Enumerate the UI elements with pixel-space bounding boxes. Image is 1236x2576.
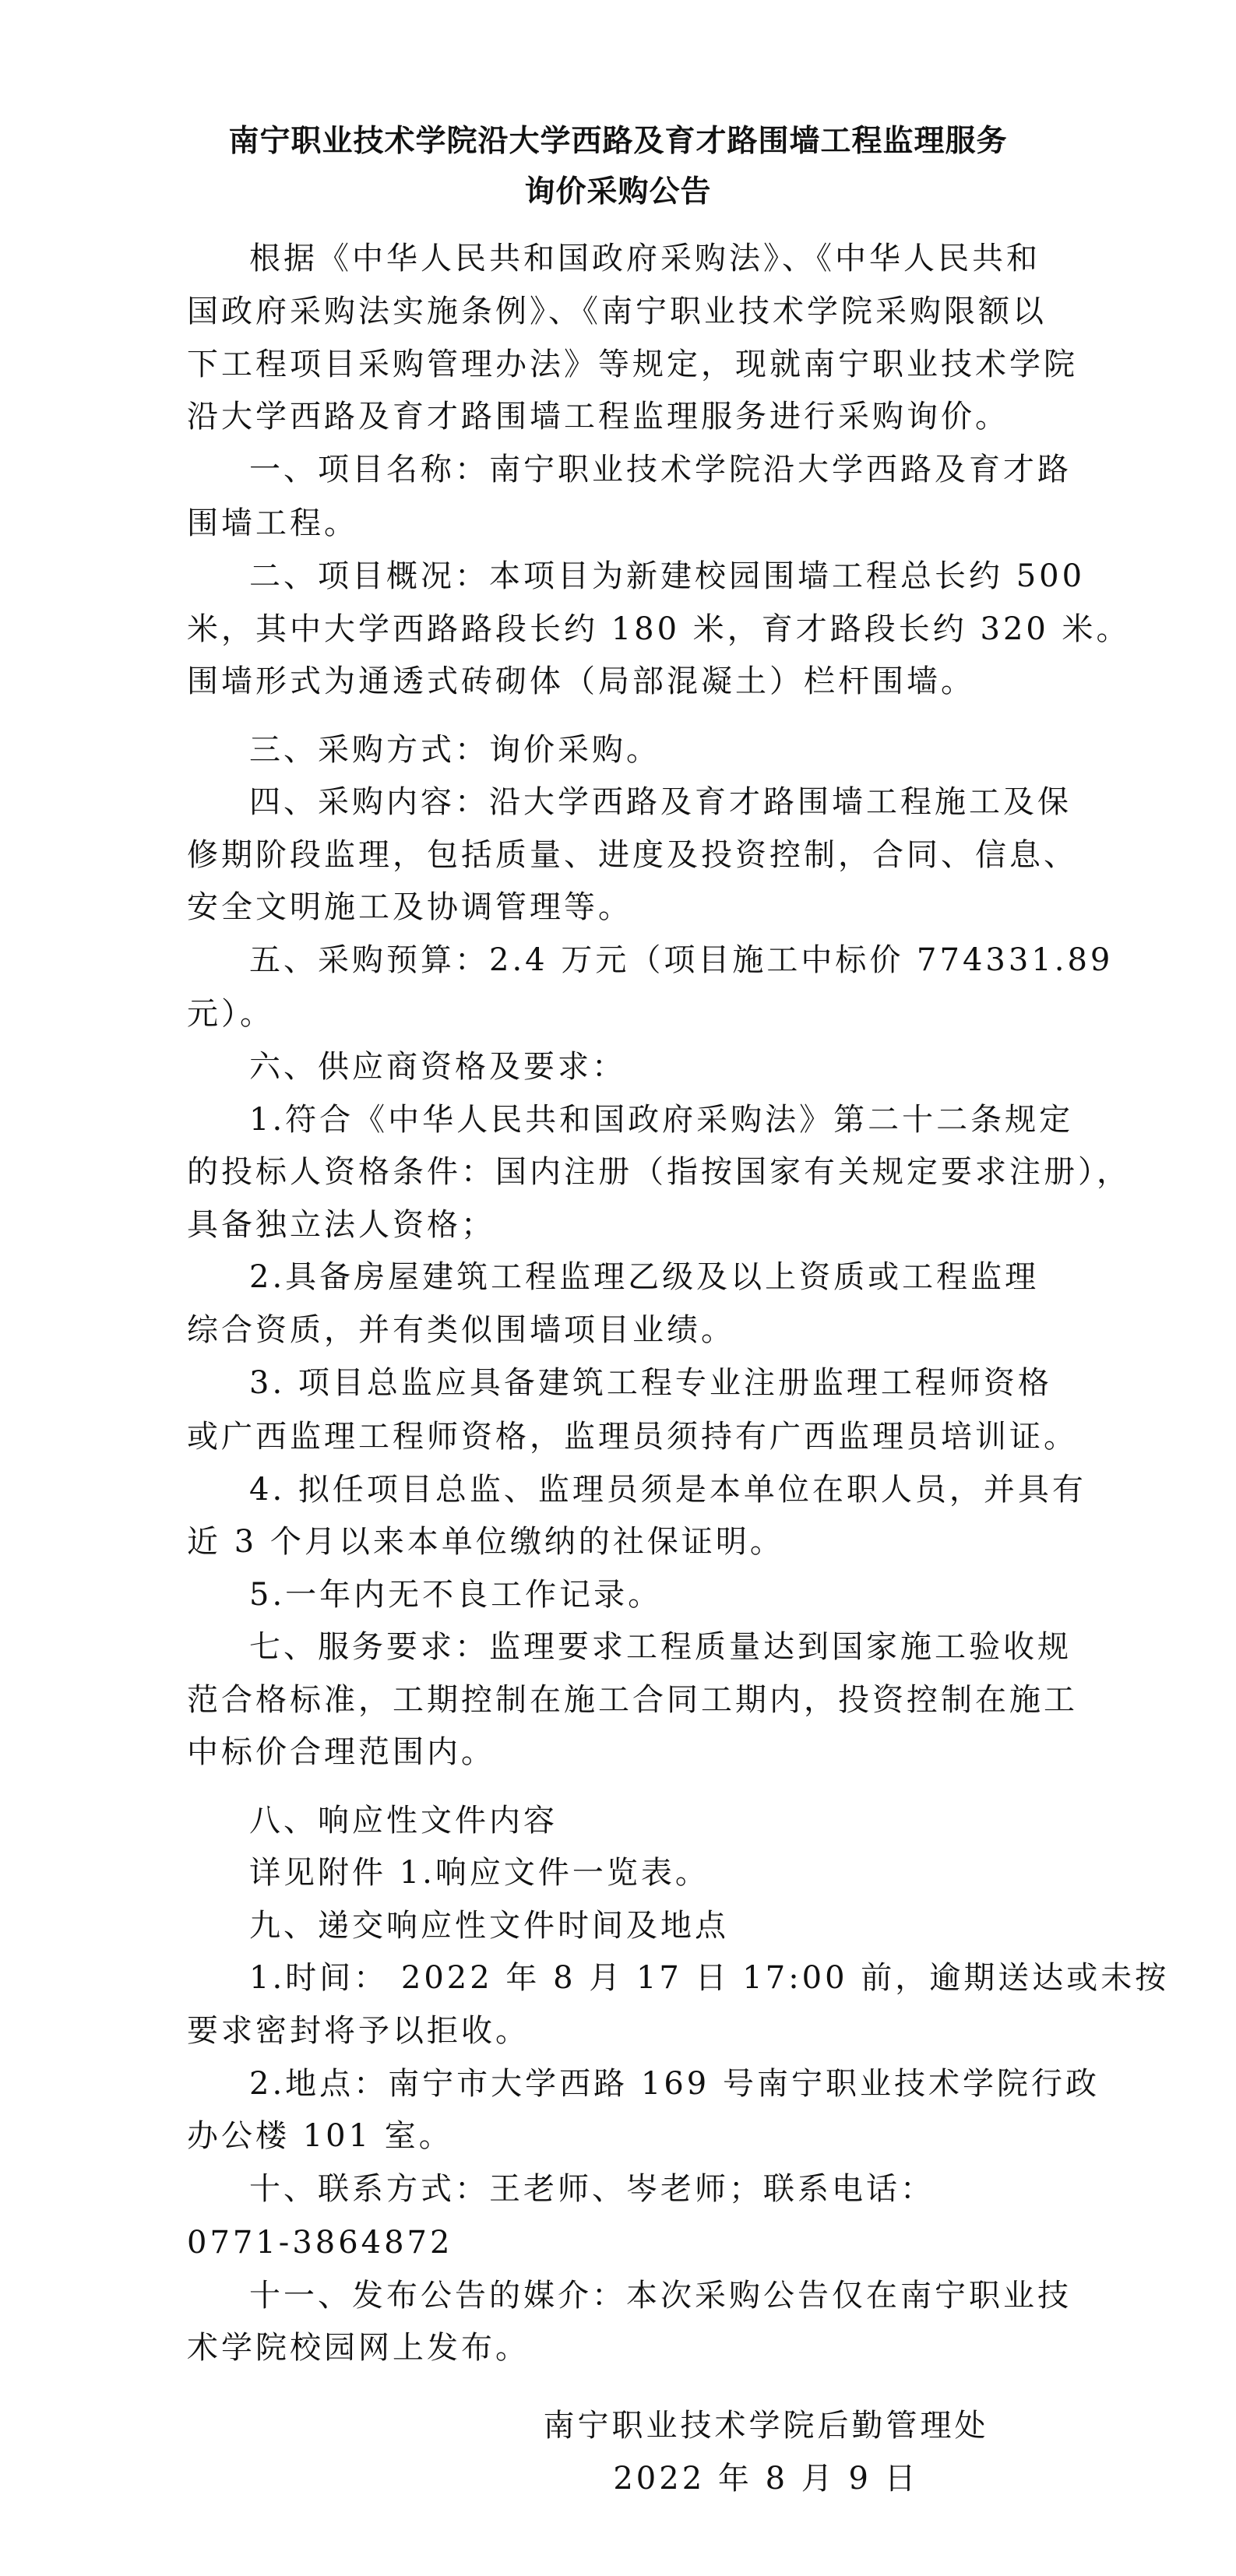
text-line: 近 3 个月以来本单位缴纳的社保证明。: [187, 1524, 784, 1560]
text-line: 2.地点：南宁市大学西路 169 号南宁职业技术学院行政: [249, 2066, 1100, 2102]
text-line: 综合资质，并有类似围墙项目业绩。: [187, 1312, 735, 1348]
section-heading: 六、供应商资格及要求：: [249, 1049, 626, 1085]
title-line-2: 询价采购公告: [524, 174, 712, 209]
text-line: 沿大学西路及育才路围墙工程监理服务进行采购询价。: [187, 399, 1009, 435]
text-line: 1.符合《中华人民共和国政府采购法》第二十二条规定: [249, 1102, 1074, 1138]
section-heading: 八、响应性文件内容: [249, 1803, 558, 1839]
text-line: 具备独立法人资格；: [187, 1207, 495, 1243]
text-line: 国政府采购法实施条例》、《南宁职业技术学院采购限额以: [187, 294, 1047, 329]
text-line: 术学院校园网上发布。: [187, 2330, 530, 2366]
text-line: 中标价合理范围内。: [187, 1734, 495, 1770]
section-heading: 九、递交响应性文件时间及地点: [249, 1908, 729, 1944]
text-line: 范合格标准，工期控制在施工合同工期内，投资控制在施工: [187, 1682, 1078, 1718]
text-line: 十、联系方式：王老师、岑老师；联系电话：: [249, 2171, 935, 2207]
text-line: 5.一年内无不良工作记录。: [249, 1577, 663, 1613]
text-line: 下工程项目采购管理办法》等规定，现就南宁职业技术学院: [187, 347, 1078, 382]
text-line: 详见附件 1.响应文件一览表。: [249, 1855, 710, 1891]
signature-org: 南宁职业技术学院后勤管理处: [543, 2408, 989, 2444]
text-line: 围墙形式为通透式砖砌体（局部混凝土）栏杆围墙。: [187, 663, 975, 699]
text-line: 米，其中大学西路路段长约 180 米，育才路段长约 320 米。: [187, 611, 1131, 647]
text-line: 1.时间： 2022 年 8 月 17 日 17:00 前，逾期送达或未按: [249, 1960, 1170, 1996]
text-line: 修期阶段监理，包括质量、进度及投资控制，合同、信息、: [187, 837, 1078, 873]
text-line: 2.具备房屋建筑工程监理乙级及以上资质或工程监理: [249, 1259, 1040, 1295]
text-line: 五、采购预算：2.4 万元（项目施工中标价 774331.89: [249, 942, 1114, 978]
text-line: 元）。: [187, 996, 274, 1032]
text-line: 围墙工程。: [187, 505, 358, 541]
title-line-1: 南宁职业技术学院沿大学西路及育才路围墙工程监理服务: [228, 124, 1008, 159]
text-line: 的投标人资格条件：国内注册（指按国家有关规定要求注册），: [187, 1154, 1131, 1190]
text-line: 安全文明施工及协调管理等。: [187, 889, 632, 925]
text-line: 办公楼 101 室。: [187, 2118, 453, 2154]
text-line: 二、项目概况：本项目为新建校园围墙工程总长约 500: [249, 558, 1086, 594]
text-line: 一、项目名称：南宁职业技术学院沿大学西路及育才路: [249, 452, 1072, 487]
text-line: 七、服务要求：监理要求工程质量达到国家施工验收规: [249, 1629, 1072, 1665]
text-line: 要求密封将予以拒收。: [187, 2013, 530, 2049]
text-line: 3. 项目总监应具备建筑工程专业注册监理工程师资格: [249, 1365, 1052, 1401]
text-line: 四、采购内容：沿大学西路及育才路围墙工程施工及保: [249, 784, 1072, 820]
text-line: 4. 拟任项目总监、监理员须是本单位在职人员，并具有: [249, 1472, 1086, 1508]
text-line: 或广西监理工程师资格，监理员须持有广西监理员培训证。: [187, 1419, 1078, 1455]
contact-phone: 0771-3864872: [187, 2225, 453, 2261]
signature-date: 2022 年 8 月 9 日: [613, 2461, 919, 2497]
section-procurement-method: 三、采购方式：询价采购。: [249, 732, 660, 768]
text-line: 根据《中华人民共和国政府采购法》、《中华人民共和: [249, 241, 1041, 276]
text-line: 十一、发布公告的媒介：本次采购公告仅在南宁职业技: [249, 2278, 1072, 2314]
